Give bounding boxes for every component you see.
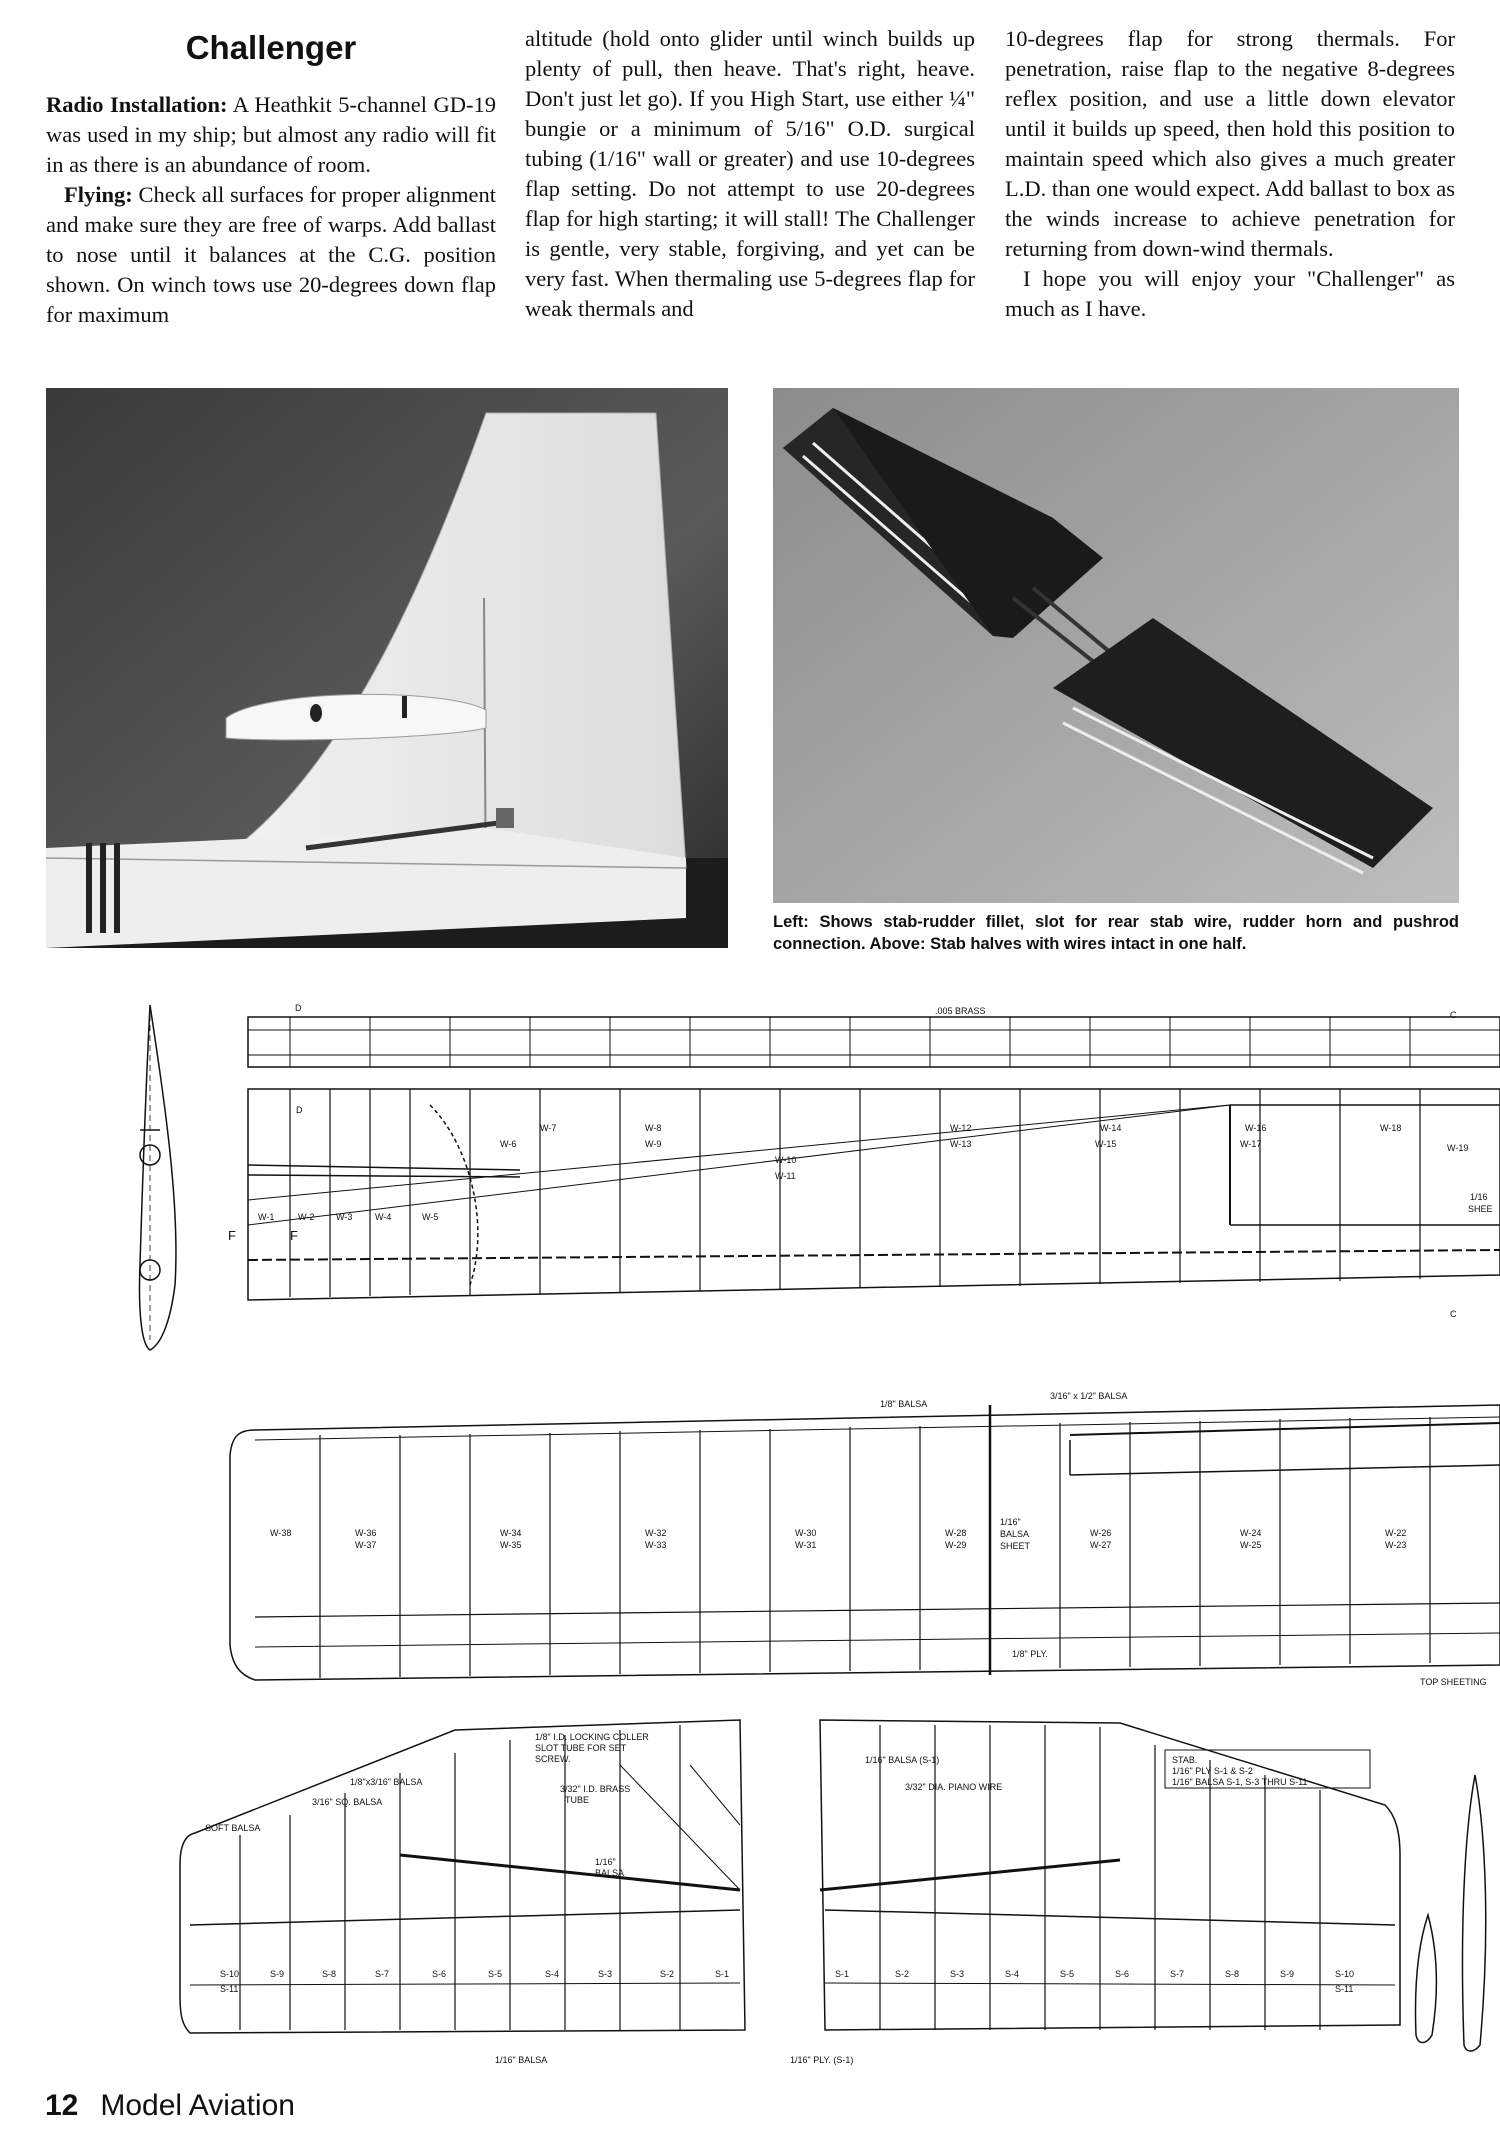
- rib-label: W-13: [950, 1139, 972, 1149]
- section-marker-c-bottom: C: [1450, 1309, 1457, 1319]
- rib-label: W-22: [1385, 1528, 1407, 1538]
- paragraph-flying-continued: altitude (hold onto glider until winch builds up plenty of pull, then heave. That's right, heave. Don't just let go). If you High Start, use either ¼" bungie or a minimum of 5/16" O.D. surgical tubing (1/16" wall or greater) and use 10-degrees flap setting. Do not attempt to use 20-degrees flap for high starting; it will stall! The Challenger is gentle, very stable, forgiving, and yet can be very fast. When thermaling use 5-degrees flap for weak thermals and: [525, 26, 975, 321]
- label-brass-tube-2: TUBE: [565, 1795, 590, 1805]
- text-column-2: [525, 24, 975, 324]
- stab-note-line-1: 1/16" PLY S-1 & S-2: [1172, 1766, 1253, 1776]
- label-top-sheeting: TOP SHEETING: [1420, 1677, 1487, 1687]
- rib-label: W-38: [270, 1528, 292, 1538]
- rib-label: W-37: [355, 1540, 377, 1550]
- rib-label: W-26: [1090, 1528, 1112, 1538]
- label-sheet-116: 1/16": [1000, 1517, 1021, 1527]
- label-brass: .005 BRASS: [935, 1006, 986, 1016]
- rib-label: W-12: [950, 1123, 972, 1133]
- photo-tail-fin: [46, 388, 728, 948]
- rib-label: W-34: [500, 1528, 522, 1538]
- rib-label: W-19: [1447, 1143, 1469, 1153]
- section-marker-c-top: C: [1450, 1010, 1457, 1020]
- rib-label: W-14: [1100, 1123, 1122, 1133]
- rib-label: W-1: [258, 1212, 275, 1222]
- stab-rib-label: S-4: [1005, 1969, 1020, 1979]
- page-footer: [45, 2088, 295, 2124]
- rib-label: W-16: [1245, 1123, 1267, 1133]
- label-piano-wire: 3/32" DIA. PIANO WIRE: [905, 1782, 1003, 1792]
- stab-rib-label: S-4: [545, 1969, 560, 1979]
- rib-label: W-24: [1240, 1528, 1262, 1538]
- rib-label: W-10: [775, 1155, 797, 1165]
- paragraph-closing: I hope you will enjoy your "Challenger" as much as I have.: [1005, 266, 1455, 321]
- paragraph-body: A Heathkit 5-channel GD-19 was used in my ship; but almost any radio will fit in as there is an abundance of room.: [46, 92, 496, 177]
- article-title: Challenger: [185, 29, 357, 66]
- stab-rib-label: S-9: [270, 1969, 285, 1979]
- section-marker-d-mid: D: [296, 1105, 303, 1115]
- stab-rib-label: S-3: [950, 1969, 965, 1979]
- rib-label: W-15: [1095, 1139, 1117, 1149]
- stab-half-left: [180, 1720, 745, 2033]
- stab-rib-label: S-10: [1335, 1969, 1355, 1979]
- label-balsa-18x316: 1/8"x3/16" BALSA: [350, 1777, 423, 1787]
- photo-stab-halves: [773, 388, 1459, 903]
- paragraph-lead: Radio Installation:: [46, 92, 228, 117]
- label-balsa-s1: 1/16" BALSA (S-1): [865, 1755, 940, 1765]
- rib-label: W-5: [422, 1212, 439, 1222]
- label-balsa-316: 3/16" x 1/2" BALSA: [1050, 1391, 1128, 1401]
- rib-label: W-33: [645, 1540, 667, 1550]
- rib-label: W-17: [1240, 1139, 1262, 1149]
- text-column-3: [1005, 24, 1455, 324]
- paragraph-lead: Flying:: [64, 182, 133, 207]
- rib-label: W-9: [645, 1139, 662, 1149]
- label-sheet-balsa: BALSA: [1000, 1529, 1030, 1539]
- stab-rib-label: S-8: [322, 1969, 337, 1979]
- label-collar-2: SLOT TUBE FOR SET: [535, 1743, 627, 1753]
- label-collar-3: SCREW.: [535, 1754, 571, 1764]
- rib-label: W-8: [645, 1123, 662, 1133]
- text-column-1: [46, 24, 496, 330]
- label-balsa-116-b: BALSA: [595, 1868, 625, 1878]
- stab-rib-label: S-2: [660, 1969, 675, 1979]
- stab-rib-label-s11-right: S-11: [1335, 1984, 1354, 1994]
- stab-rib-label: S-5: [1060, 1969, 1075, 1979]
- stab-profile-large: [1462, 1775, 1485, 2051]
- section-marker-d-top: D: [295, 1003, 302, 1013]
- wing-top-spar-view: [248, 1017, 1500, 1067]
- stab-halves-illustration: [773, 388, 1459, 903]
- label-sheet-sheet: SHEET: [1000, 1541, 1031, 1551]
- stab-rib-label: S-6: [432, 1969, 447, 1979]
- rib-label: W-35: [500, 1540, 522, 1550]
- label-sheet-a: 1/16: [1470, 1192, 1488, 1202]
- magazine-name: Model Aviation: [100, 2089, 295, 2122]
- stab-rib-label: S-3: [598, 1969, 613, 1979]
- rib-label: W-6: [500, 1139, 517, 1149]
- label-balsa-116-a: 1/16": [595, 1857, 616, 1867]
- rib-label: W-7: [540, 1123, 557, 1133]
- label-bottom-balsa: 1/16" BALSA: [495, 2055, 548, 2065]
- section-marker-f-left: F: [228, 1228, 236, 1243]
- stab-profile-small: [1416, 1915, 1437, 2043]
- rib-label: W-11: [775, 1171, 796, 1181]
- paragraph-body: Check all surfaces for proper alignment and make sure they are free of warps. Add ballast to nose until it balances at the C.G. position shown. On winch tows use 20-degrees down flap for maximum: [46, 182, 496, 327]
- label-balsa-eighth: 1/8" BALSA: [880, 1399, 928, 1409]
- rib-label: W-23: [1385, 1540, 1407, 1550]
- rib-label: W-29: [945, 1540, 967, 1550]
- photo-caption: Left: Shows stab-rudder fillet, slot for rear stab wire, rudder horn and pushrod connection. Above: Stab halves with wires intact in one half.: [773, 913, 1459, 953]
- rib-label: W-2: [298, 1212, 315, 1222]
- rib-label: W-31: [795, 1540, 817, 1550]
- stab-rib-label: S-1: [835, 1969, 850, 1979]
- page-number: 12: [45, 2089, 79, 2122]
- label-sheet-b: SHEE: [1468, 1204, 1493, 1214]
- stab-rib-label-s11-left: S-11: [220, 1984, 239, 1994]
- stab-rib-label: S-5: [488, 1969, 503, 1979]
- rib-label: W-28: [945, 1528, 967, 1538]
- paragraph-radio-installation: [46, 90, 496, 180]
- tail-fin-illustration: [46, 388, 728, 948]
- rib-label: W-4: [375, 1212, 392, 1222]
- rib-label: W-25: [1240, 1540, 1262, 1550]
- stab-rib-label: S-1: [715, 1969, 730, 1979]
- label-bottom-ply: 1/16" PLY. (S-1): [790, 2055, 854, 2065]
- label-ply: 1/8" PLY.: [1012, 1649, 1048, 1659]
- stab-note-title: STAB.: [1172, 1755, 1198, 1765]
- rib-label: W-32: [645, 1528, 667, 1538]
- stab-rib-label: S-7: [375, 1969, 390, 1979]
- stab-rib-label: S-10: [220, 1969, 240, 1979]
- rib-label: W-3: [336, 1212, 353, 1222]
- label-sq-balsa: 3/16" SQ. BALSA: [312, 1797, 383, 1807]
- wing-panel-lower: [230, 1405, 1500, 1680]
- paragraph-thermals: 10-degrees flap for strong thermals. For penetration, raise flap to the negative 8-degrees reflex position, and use a little down elevator until it builds up speed, then hold this position to maintain speed which also gives a much greater L.D. than one would expect. Add ballast to box as the winds increase to achieve penetration for returning from down-wind thermals.: [1005, 26, 1455, 261]
- rib-label: W-36: [355, 1528, 377, 1538]
- paragraph-flying: [46, 180, 496, 330]
- stab-rib-label: S-6: [1115, 1969, 1130, 1979]
- wing-panel-upper: [248, 1089, 1500, 1300]
- label-soft-balsa: SOFT BALSA: [205, 1823, 261, 1833]
- airfoil-profile-left: [139, 1005, 175, 1350]
- section-marker-f-right: F: [290, 1228, 298, 1243]
- rib-label: W-30: [795, 1528, 817, 1538]
- label-collar-1: 1/8" I.D. LOCKING COLLER: [535, 1732, 649, 1742]
- stab-rib-label: S-7: [1170, 1969, 1185, 1979]
- stab-rib-label: S-2: [895, 1969, 910, 1979]
- stab-rib-label: S-8: [1225, 1969, 1240, 1979]
- construction-plans: [0, 985, 1500, 2075]
- label-brass-tube-1: 3/32" I.D. BRASS: [560, 1784, 631, 1794]
- stab-rib-label: S-9: [1280, 1969, 1295, 1979]
- stab-note-line-2: 1/16" BALSA S-1, S-3 THRU S-11: [1172, 1777, 1308, 1787]
- rib-label: W-18: [1380, 1123, 1402, 1133]
- rib-label: W-27: [1090, 1540, 1112, 1550]
